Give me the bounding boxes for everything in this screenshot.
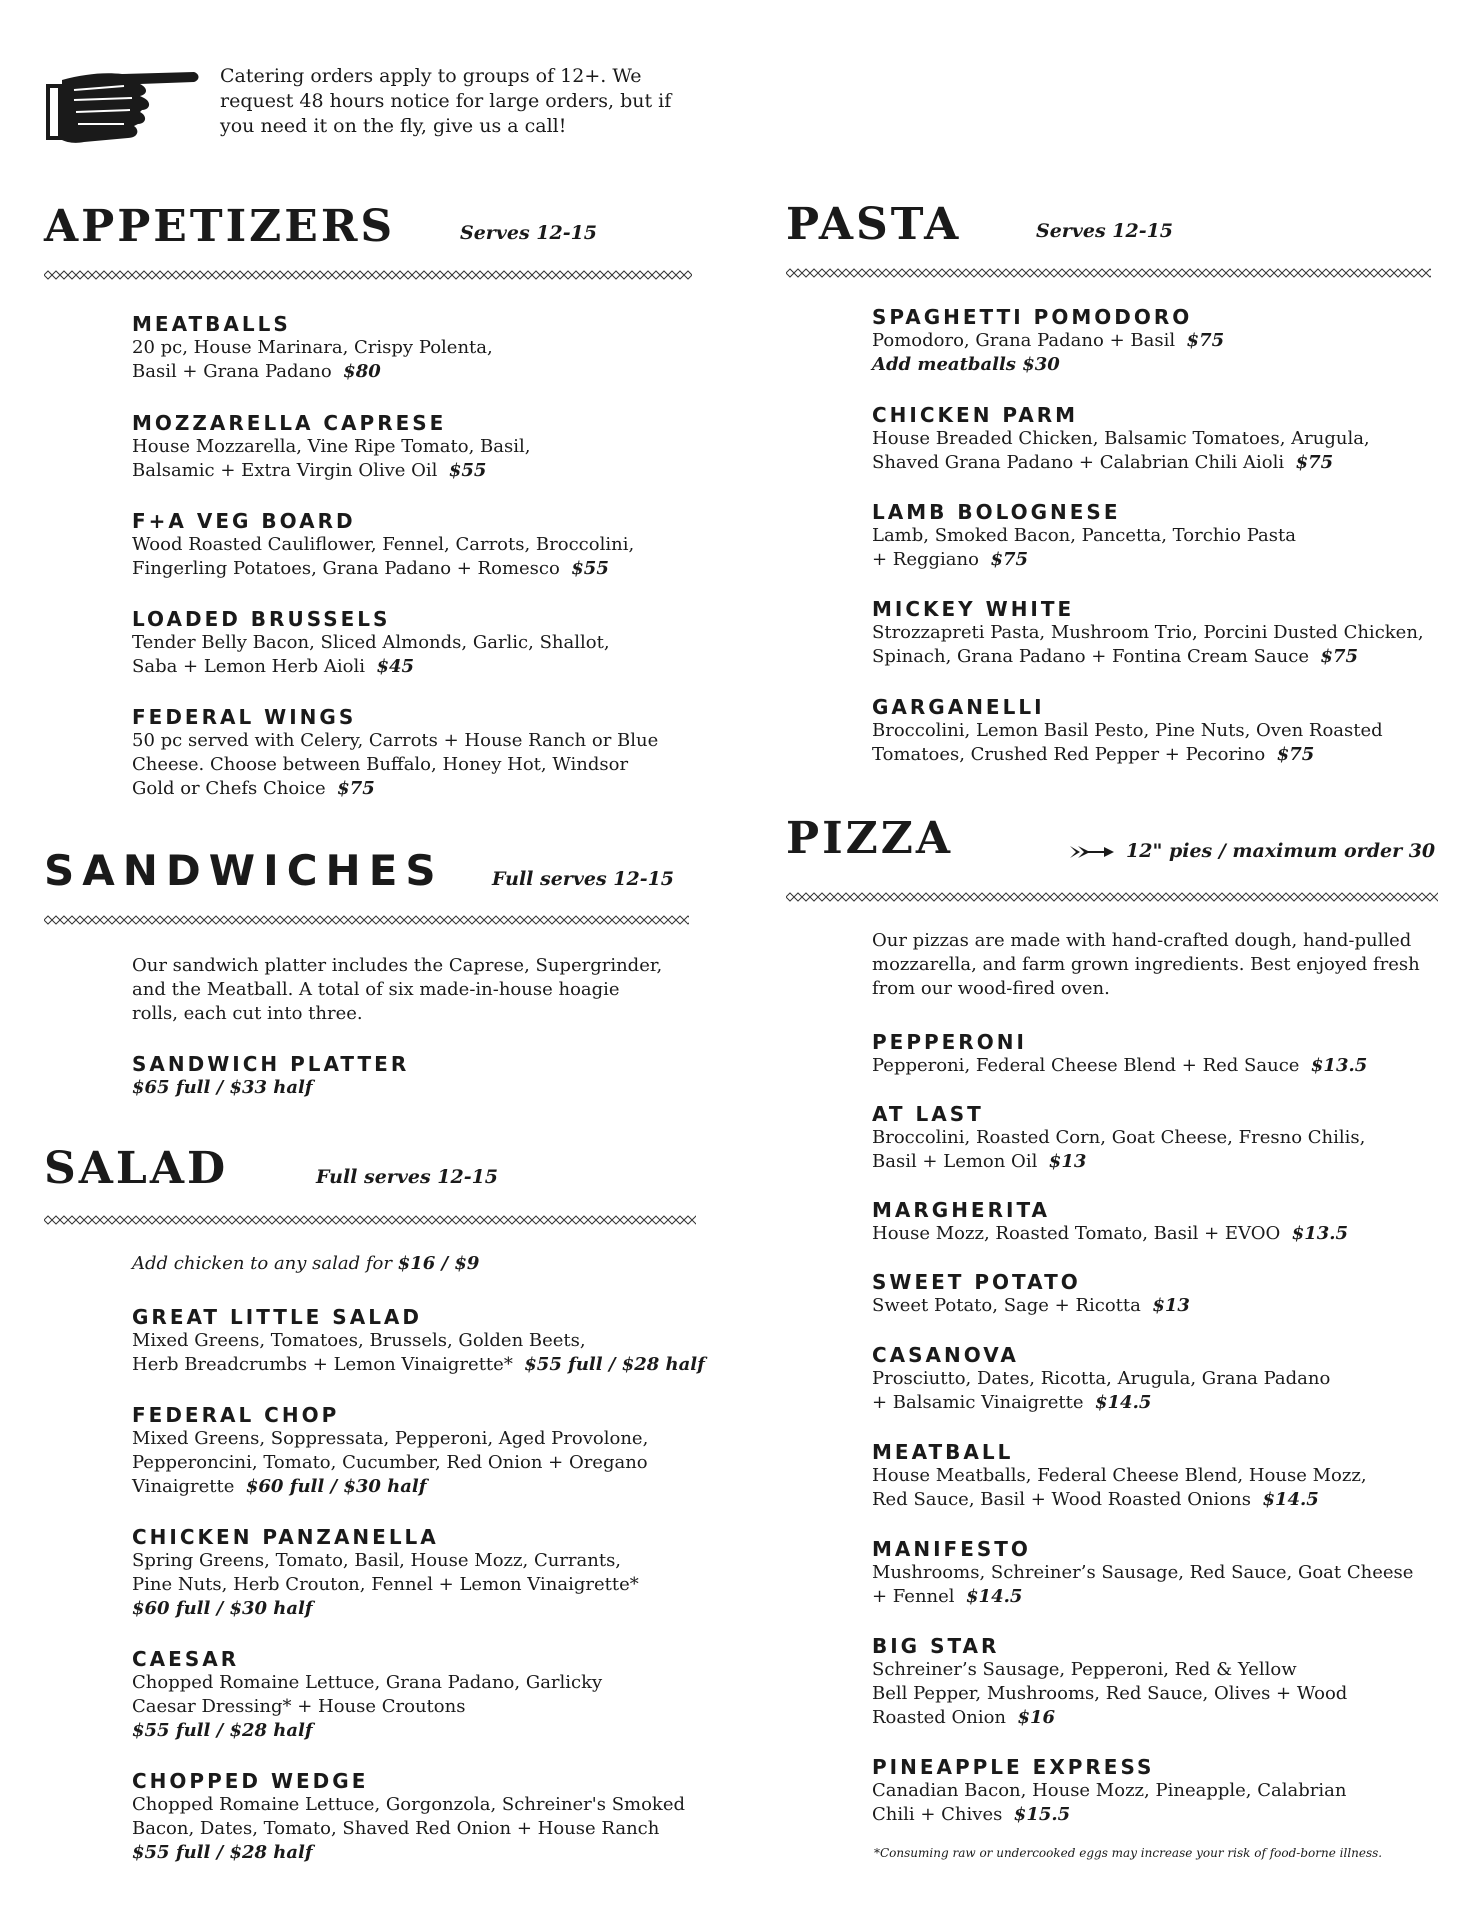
arrow-right-icon [1070,844,1116,860]
menu-item-meatball-pizza: MEATBALL House Meatballs, Federal Cheese Blend, House Mozz, Red Sauce, Basil + Wood Roasted Onions $14.5 [872,1440,1367,1510]
appetizers-serves: Serves 12-15 [460,222,598,244]
menu-item-caesar: CAESAR Chopped Romaine Lettuce, Grana Padano, Garlicky Caesar Dressing* + House Croutons $55 full / $28 half [132,1647,603,1741]
menu-item-loaded-brussels: LOADED BRUSSELS Tender Belly Bacon, Sliced Almonds, Garlic, Shallot, Saba + Lemon Herb Aioli $45 [132,607,610,677]
menu-item-chopped-wedge: CHOPPED WEDGE Chopped Romaine Lettuce, Gorgonzola, Schreiner's Smoked Bacon, Dates, Tomato, Shaved Red Onion + House Ranch $55 full / $28 half [132,1769,686,1863]
pasta-serves: Serves 12-15 [1036,220,1174,242]
divider [44,1215,696,1225]
footnote: *Consuming raw or undercooked eggs may increase your risk of food-borne illness. [874,1846,1383,1860]
menu-item-chicken-parm: CHICKEN PARM House Breaded Chicken, Balsamic Tomatoes, Arugula, Shaved Grana Padano + Calabrian Chili Aioli $75 [872,403,1370,473]
menu-item-chicken-panzanella: CHICKEN PANZANELLA Spring Greens, Tomato, Basil, House Mozz, Currants, Pine Nuts, Herb Crouton, Fennel + Lemon Vinaigrette* $60 full / $30 half [132,1525,639,1619]
divider [786,892,1438,902]
pizza-note: Our pizzas are made with hand-crafted dough, hand-pulled mozzarella, and farm grown ingredients. Best enjoyed fresh from our wood-fired oven. [872,930,1420,999]
menu-item-casanova: CASANOVA Prosciutto, Dates, Ricotta, Arugula, Grana Padano + Balsamic Vinaigrette $14.5 [872,1343,1331,1413]
menu-item-pepperoni: PEPPERONI Pepperoni, Federal Cheese Blend + Red Sauce $13.5 [872,1030,1368,1076]
divider [44,270,692,280]
sandwiches-serves: Full serves 12-15 [492,868,675,890]
salad-title: SALAD [44,1143,229,1194]
sandwiches-title: SANDWICHES [44,846,444,895]
catering-intro: Catering orders apply to groups of 12+. We request 48 hours notice for large orders, but if you need it on the fly, give us a call! [220,65,672,137]
pointing-hand-icon [44,66,200,148]
divider [44,915,689,925]
menu-item-mickey-white: MICKEY WHITE Strozzapreti Pasta, Mushroom Trio, Porcini Dusted Chicken, Spinach, Grana Padano + Fontina Cream Sauce $75 [872,597,1424,667]
menu-item-mozzarella-caprese: MOZZARELLA CAPRESE House Mozzarella, Vine Ripe Tomato, Basil, Balsamic + Extra Virgin Olive Oil $55 [132,411,531,481]
menu-item-sandwich-platter: SANDWICH PLATTER $65 full / $33 half [132,1052,410,1098]
menu-item-federal-wings: FEDERAL WINGS 50 pc served with Celery, Carrots + House Ranch or Blue Cheese. Choose between Buffalo, Honey Hot, Windsor Gold or Chefs Choice $75 [132,705,659,799]
menu-item-veg-board: F+A VEG BOARD Wood Roasted Cauliflower, Fennel, Carrots, Broccolini, Fingerling Potatoes, Grana Padano + Romesco $55 [132,509,635,579]
menu-item-meatballs: MEATBALLS 20 pc, House Marinara, Crispy Polenta, Basil + Grana Padano $80 [132,312,493,382]
menu-item-spaghetti-pomodoro: SPAGHETTI POMODORO Pomodoro, Grana Padano + Basil $75 Add meatballs $30 [872,305,1225,375]
pizza-title: PIZZA [786,813,954,864]
menu-item-great-little-salad: GREAT LITTLE SALAD Mixed Greens, Tomatoes, Brussels, Golden Beets, Herb Breadcrumbs + Lemon Vinaigrette* $55 full / $28 half [132,1305,705,1375]
menu-item-pineapple-express: PINEAPPLE EXPRESS Canadian Bacon, House Mozz, Pineapple, Calabrian Chili + Chives $15.5 [872,1755,1347,1825]
pizza-serves: 12" pies / maximum order 30 [1126,840,1436,862]
menu-item-at-last: AT LAST Broccolini, Roasted Corn, Goat Cheese, Fresno Chilis, Basil + Lemon Oil $13 [872,1102,1366,1172]
menu-item-big-star: BIG STAR Schreiner’s Sausage, Pepperoni, Red & Yellow Bell Pepper, Mushrooms, Red Sauce, Olives + Wood Roasted Onion $16 [872,1634,1348,1728]
menu-item-manifesto: MANIFESTO Mushrooms, Schreiner’s Sausage, Red Sauce, Goat Cheese + Fennel $14.5 [872,1537,1414,1607]
menu-item-garganelli: GARGANELLI Broccolini, Lemon Basil Pesto, Pine Nuts, Oven Roasted Tomatoes, Crushed Red Pepper + Pecorino $75 [872,695,1383,765]
menu-item-lamb-bolognese: LAMB BOLOGNESE Lamb, Smoked Bacon, Pancetta, Torchio Pasta + Reggiano $75 [872,500,1296,570]
menu-item-federal-chop: FEDERAL CHOP Mixed Greens, Soppressata, Pepperoni, Aged Provolone, Pepperoncini, Tomato, Cucumber, Red Onion + Oregano Vinaigrette $60 full / $30 half [132,1403,649,1497]
appetizers-title: APPETIZERS [44,201,396,252]
divider [786,268,1431,278]
pasta-title: PASTA [786,199,962,250]
salad-serves: Full serves 12-15 [316,1166,499,1188]
salad-note: Add chicken to any salad for $16 / $9 [132,1253,480,1274]
sandwich-note: Our sandwich platter includes the Caprese, Supergrinder, and the Meatball. A total of six made-in-house hoagie rolls, each cut into three. [132,955,663,1024]
menu-item-sweet-potato: SWEET POTATO Sweet Potato, Sage + Ricotta $13 [872,1270,1190,1316]
menu-item-margherita: MARGHERITA House Mozz, Roasted Tomato, Basil + EVOO $13.5 [872,1198,1349,1244]
